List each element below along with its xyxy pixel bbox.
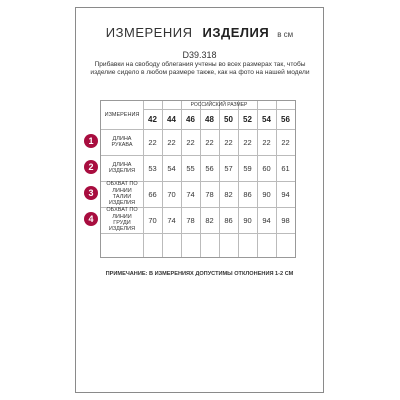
row-number-badge: 3	[84, 186, 98, 200]
title-measurements: ИЗМЕРЕНИЯ	[105, 25, 193, 40]
table-cell: 70	[167, 189, 176, 199]
table-cell: 78	[186, 215, 195, 225]
table-cell: 22	[148, 137, 157, 147]
intro-note: Прибавки на свободу облегания учтены во всех размерах так, чтобы изделие сидело в любом размере также, как на фото на нашей модели	[90, 61, 310, 77]
table-cell: 57	[224, 163, 233, 173]
table-cell: 53	[148, 163, 157, 173]
size-header: 42	[148, 114, 157, 124]
corner-label: ИЗМЕРЕНИЯ	[104, 112, 140, 118]
title-item: ИЗДЕЛИЯ	[202, 25, 270, 40]
table-cell: 74	[167, 215, 176, 225]
size-header: 50	[224, 114, 233, 124]
row-number-badge: 4	[84, 212, 98, 226]
table-cell: 60	[262, 163, 271, 173]
table-cell: 56	[205, 163, 214, 173]
table-cell: 94	[281, 189, 290, 199]
table-cell: 59	[243, 163, 252, 173]
measurement-label: ОБХВАТ ПО ЛИНИИ ТАЛИИ ИЗДЕЛИЯ	[106, 181, 138, 207]
table-cell: 86	[243, 189, 252, 199]
table-cell: 22	[186, 137, 195, 147]
table-cell: 22	[167, 137, 176, 147]
size-header: 48	[205, 114, 214, 124]
page-title	[76, 24, 323, 42]
table-cell: 54	[167, 163, 176, 173]
measurement-label: ДЛИНА РУКАВА	[111, 135, 133, 148]
size-table	[100, 100, 296, 258]
table-cell: 82	[205, 215, 214, 225]
article-code: D39.318	[182, 50, 217, 60]
measurement-label: ДЛИНА ИЗДЕЛИЯ	[108, 161, 136, 174]
size-header: 52	[243, 114, 252, 124]
row-number-badge: 2	[84, 160, 98, 174]
table-cell: 61	[281, 163, 290, 173]
size-header: 46	[186, 114, 195, 124]
table-cell: 55	[186, 163, 195, 173]
table-cell: 66	[148, 189, 157, 199]
table-cell: 78	[205, 189, 214, 199]
size-group-label: РОССИЙСКИЙ РАЗМЕР	[190, 102, 248, 108]
table-cell: 22	[281, 137, 290, 147]
table-cell: 90	[262, 189, 271, 199]
table-cell: 74	[186, 189, 195, 199]
table-cell: 22	[205, 137, 214, 147]
size-header: 54	[262, 114, 271, 124]
table-cell: 22	[262, 137, 271, 147]
table-cell: 94	[262, 215, 271, 225]
footnote: ПРИМЕЧАНИЕ: В ИЗМЕРЕНИЯХ ДОПУСТИМЫ ОТКЛОНЕНИЯ 1-2 СМ	[105, 271, 294, 277]
title-unit: в см	[277, 30, 294, 39]
table-cell: 86	[224, 215, 233, 225]
measurement-label: ОБХВАТ ПО ЛИНИИ ГРУДИ ИЗДЕЛИЯ	[106, 207, 138, 233]
size-chart-sheet	[75, 7, 324, 393]
table-divider	[101, 233, 295, 234]
table-cell: 98	[281, 215, 290, 225]
table-cell: 82	[224, 189, 233, 199]
table-cell: 22	[243, 137, 252, 147]
row-number-badge: 1	[84, 134, 98, 148]
size-header: 44	[167, 114, 176, 124]
table-cell: 70	[148, 215, 157, 225]
size-header: 56	[281, 114, 290, 124]
table-cell: 90	[243, 215, 252, 225]
table-cell: 22	[224, 137, 233, 147]
